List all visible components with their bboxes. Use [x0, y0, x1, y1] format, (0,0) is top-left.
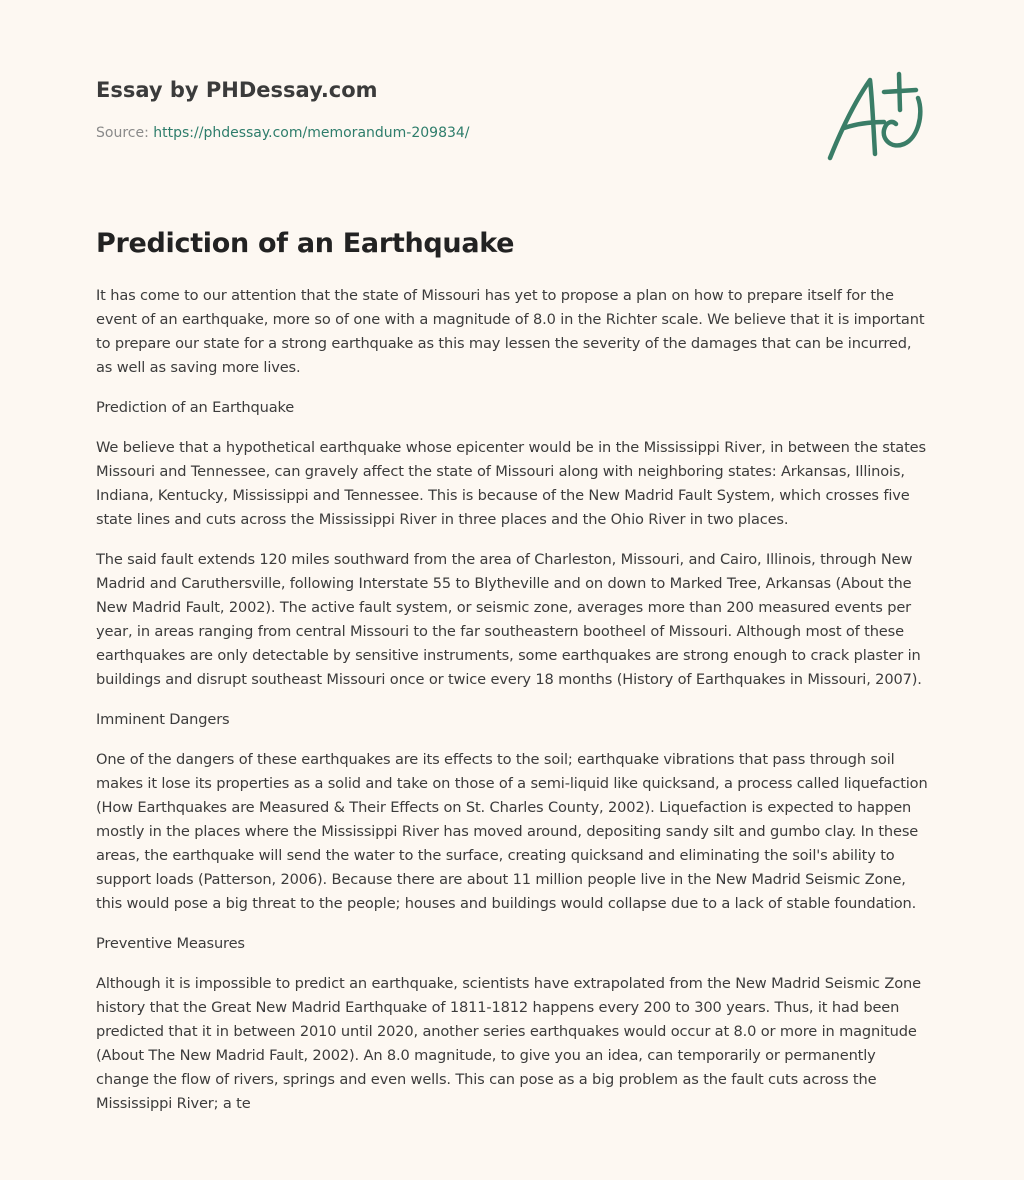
paragraph-intro: It has come to our attention that the state of Missouri has yet to propose a plan on how to prepare itself for the event of an earthquake, more so of one with a magnitude of 8.0 in the Richter scale. We believe that it is important to prepare our state for a strong earthquake as this may lessen the severity of the damages that can be incurred, as well as saving more lives.: [96, 287, 925, 376]
section-heading-prediction: Prediction of an Earthquake: [96, 399, 295, 416]
a-plus-grade-icon: [820, 66, 930, 166]
section-heading-imminent-dangers: Imminent Dangers: [96, 711, 230, 728]
section-heading-preventive-measures: Preventive Measures: [96, 935, 245, 952]
page-header: [96, 76, 928, 142]
essay-content: [96, 224, 928, 1132]
source-link[interactable]: https://phdessay.com/memorandum-209834/: [153, 125, 470, 141]
source-label: Source:: [96, 125, 149, 141]
paragraph-prediction-history: Although it is impossible to predict an earthquake, scientists have extrapolated from the New Madrid Seismic Zone history that the Great New Madrid Earthquake of 1811-1812 happens every 200 to 300 years. Thus, it had been predicted that it in between 2010 until 2020, another series earthquakes would occur at 8.0 or more in magnitude (About The New Madrid Fault, 2002). An 8.0 magnitude, to give you an idea, can temporarily or permanently change the flow of rivers, springs and even wells. This can pose as a big problem as the fault cuts across the Mississippi River; a te: [96, 975, 921, 1112]
paragraph-liquefaction: One of the dangers of these earthquakes are its effects to the soil; earthquake vibrations that pass through soil makes it lose its properties as a solid and take on those of a semi-liquid like quicksand, a process called liquefaction (How Earthquakes are Measured & Their Effects on St. Charles County, 2002). Liquefaction is expected to happen mostly in the places where the Mississippi River has moved around, depositing sandy silt and gumbo clay. In these areas, the earthquake will send the water to the surface, creating quicksand and eliminating the soil's ability to support loads (Patterson, 2006). Because there are about 11 million people live in the New Madrid Seismic Zone, this would pose a big threat to the people; houses and buildings would collapse due to a lack of stable foundation.: [96, 751, 928, 912]
site-title: Essay by PHDessay.com: [96, 78, 378, 102]
paragraph-hypothetical-earthquake: We believe that a hypothetical earthquake whose epicenter would be in the Mississippi River, in between the states Missouri and Tennessee, can gravely affect the state of Missouri along with neighboring states: Arkansas, Illinois, Indiana, Kentucky, Mississippi and Tennessee. This is because of the New Madrid Fault System, which crosses five state lines and cuts across the Mississippi River in three places and the Ohio River in two places.: [96, 439, 926, 528]
paragraph-fault-extent: The said fault extends 120 miles southward from the area of Charleston, Missouri, and Cairo, Illinois, through New Madrid and Caruthersville, following Interstate 55 to Blytheville and on down to Marked Tree, Arkansas (About the New Madrid Fault, 2002). The active fault system, or seismic zone, averages more than 200 measured events per year, in areas ranging from central Missouri to the far southeastern bootheel of Missouri. Although most of these earthquakes are only detectable by sensitive instruments, some earthquakes are strong enough to crack plaster in buildings and disrupt southeast Missouri once or twice every 18 months (History of Earthquakes in Missouri, 2007).: [96, 551, 922, 688]
essay-title: Prediction of an Earthquake: [96, 228, 515, 259]
source-line: [96, 124, 928, 142]
